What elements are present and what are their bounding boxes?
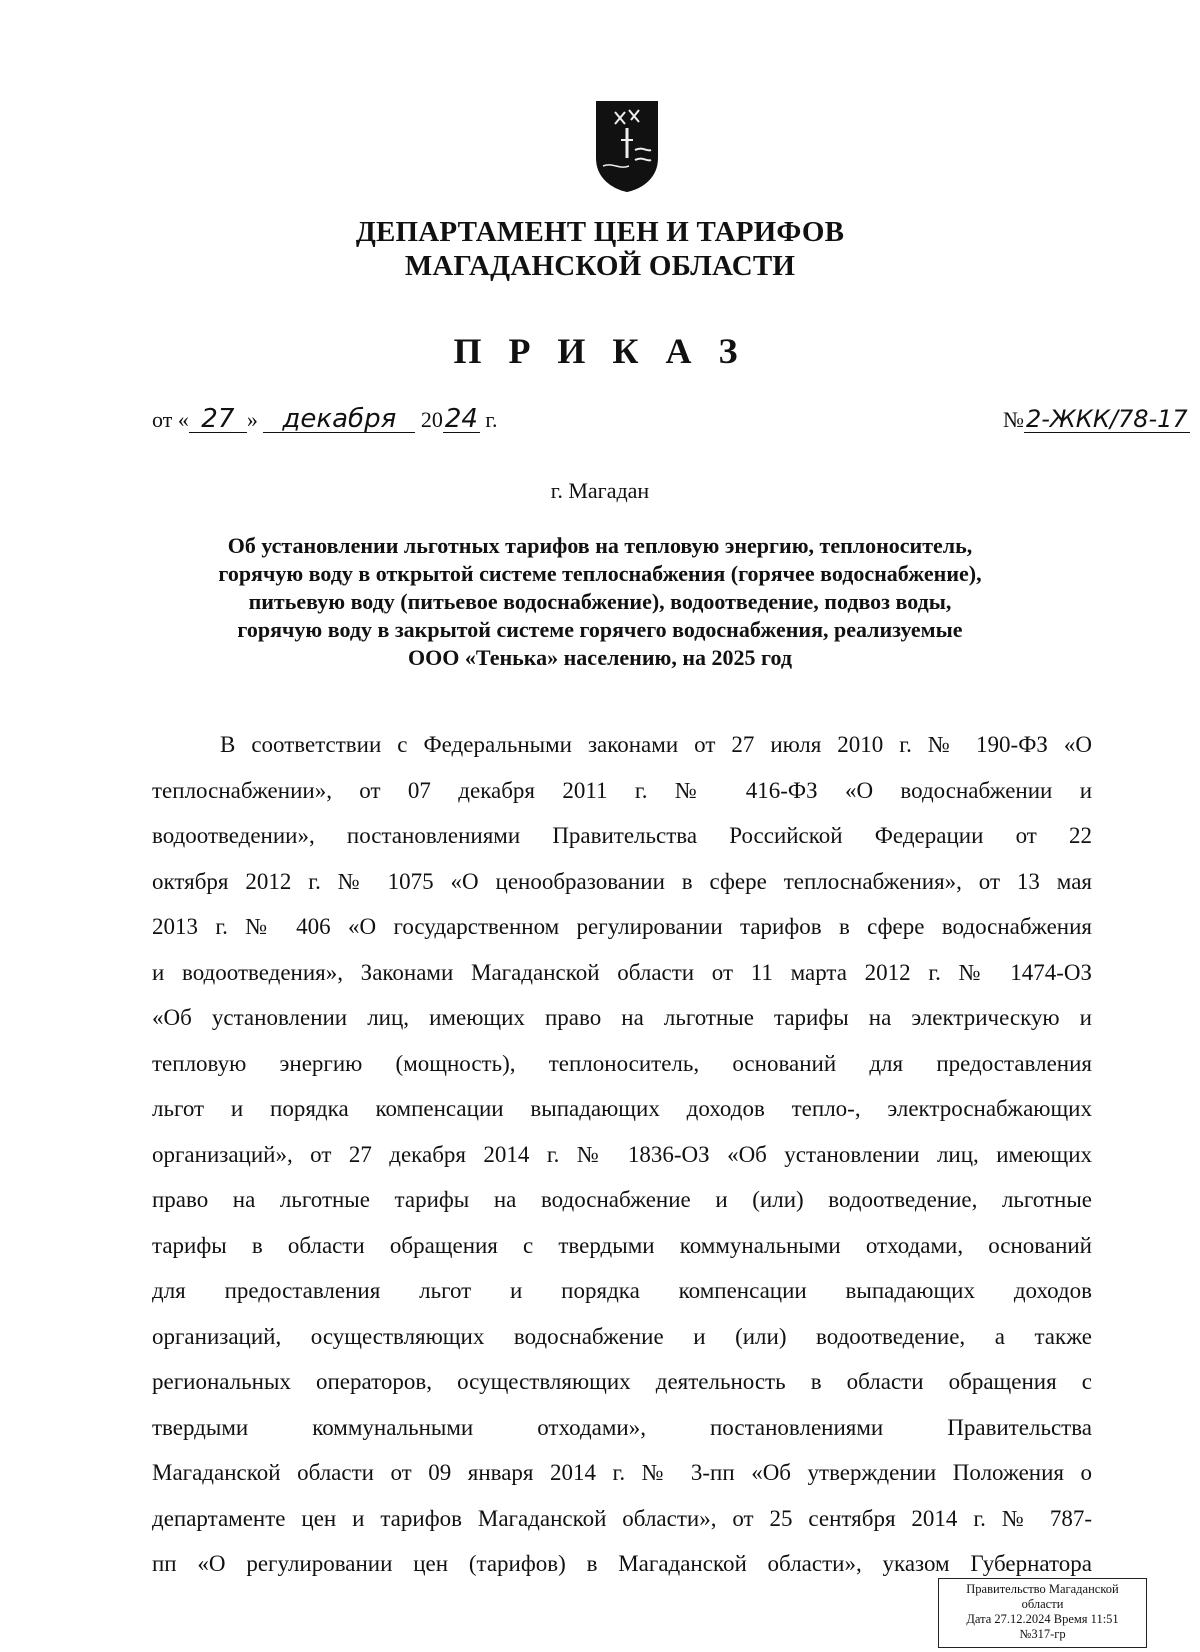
body-line: для предоставления льгот и порядка компенсации выпадающих доходов [152,1278,1092,1303]
magadan-coat-of-arms-icon [595,100,659,192]
body-line: теплоснабжении», от 07 декабря 2011 г. № 416-ФЗ «О водоснабжении и [152,777,1092,803]
date-day: 27 [189,406,247,433]
body-line: и водоотведения», Законами Магаданской области от 11 марта 2012 г. № 1474-ОЗ [152,959,1092,985]
body-line: тарифы в области обращения с твердыми коммунальными отходами, оснований [152,1232,1092,1258]
department-name-line2: МАГАДАНСКОЙ ОБЛАСТИ [404,250,796,282]
subject-line: питьевую воду (питьевое водоснабжение), водоотведение, подвоз воды, [248,589,952,614]
department-name-line1: ДЕПАРТАМЕНТ ЦЕН И ТАРИФОВ [355,216,845,248]
body-line: тепловую энергию (мощность), теплоноситель, оснований для предоставления [152,1050,1092,1076]
stamp-line: Правительство Магаданской [966,1582,1119,1596]
date-month: декабря [263,406,415,433]
order-number-value: 2-ЖКК/78-17 [1026,405,1188,433]
order-subject [140,532,1060,672]
order-number-label: № [1003,407,1024,432]
body-line: водоотведении», постановлениями Правительства Российской Федерации от 22 [152,823,1092,848]
stamp-line: №317-гр [1019,1627,1066,1641]
body-line: право на льготные тарифы на водоснабжение и (или) водоотведение, льготные [152,1187,1092,1212]
subject-line: горячую воду в закрытой системе горячего водоснабжения, реализуемые [237,617,963,642]
body-line: организаций, осуществляющих водоснабжение и (или) водоотведение, а также [152,1323,1092,1349]
date-mid: » [246,407,258,432]
body-line: организаций», от 27 декабря 2014 г. № 1836-ОЗ «Об установлении лиц, имеющих [152,1141,1092,1167]
body-line: В соответствии с Федеральными законами от 27 июля 2010 г. № 190-ФЗ «О [220,732,1092,757]
body-line: октября 2012 г. № 1075 «О ценообразовании в сфере теплоснабжения», от 13 мая [152,868,1092,894]
date-prefix: от « [152,407,189,432]
body-line: Магаданской области от 09 января 2014 г. № 3-пп «Об утверждении Положения о [152,1460,1092,1485]
order-number [1003,406,1190,433]
subject-line: горячую воду в открытой системе теплоснабжения (горячее водоснабжение), [218,561,982,586]
order-body [152,722,1092,1587]
body-line: твердыми коммунальными отходами», постановлениями Правительства [152,1414,1092,1440]
body-line: департаменте цен и тарифов Магаданской области», от 25 сентября 2014 г. № 787- [152,1505,1092,1531]
order-date [152,406,497,433]
date-year-prefix: 20 [420,407,443,432]
body-line: региональных операторов, осуществляющих деятельность в области обращения с [152,1369,1092,1394]
body-line: пп «О регулировании цен (тарифов) в Магаданской области», указом Губернатора [152,1551,1092,1576]
subject-line: Об установлении льготных тарифов на тепловую энергию, теплоноситель, [227,533,973,558]
subject-line: ООО «Тенька» населению, на 2025 год [408,645,792,670]
stamp-line: Дата 27.12.2024 Время 11:51 [966,1612,1119,1626]
date-suffix: г. [485,407,498,432]
registration-stamp [938,1578,1147,1648]
body-line: «Об установлении лиц, имеющих право на льготные тарифы на электрическую и [152,1005,1092,1030]
body-line: льгот и порядка компенсации выпадающих доходов тепло-, электроснабжающих [152,1096,1092,1121]
date-year-suffix: 24 [444,404,478,434]
city-name: г. Магадан [550,478,650,503]
document-type-title: П Р И К А З [453,331,747,371]
body-line: 2013 г. № 406 «О государственном регулировании тарифов в сфере водоснабжения [152,914,1092,939]
stamp-line: области [1021,1597,1064,1611]
